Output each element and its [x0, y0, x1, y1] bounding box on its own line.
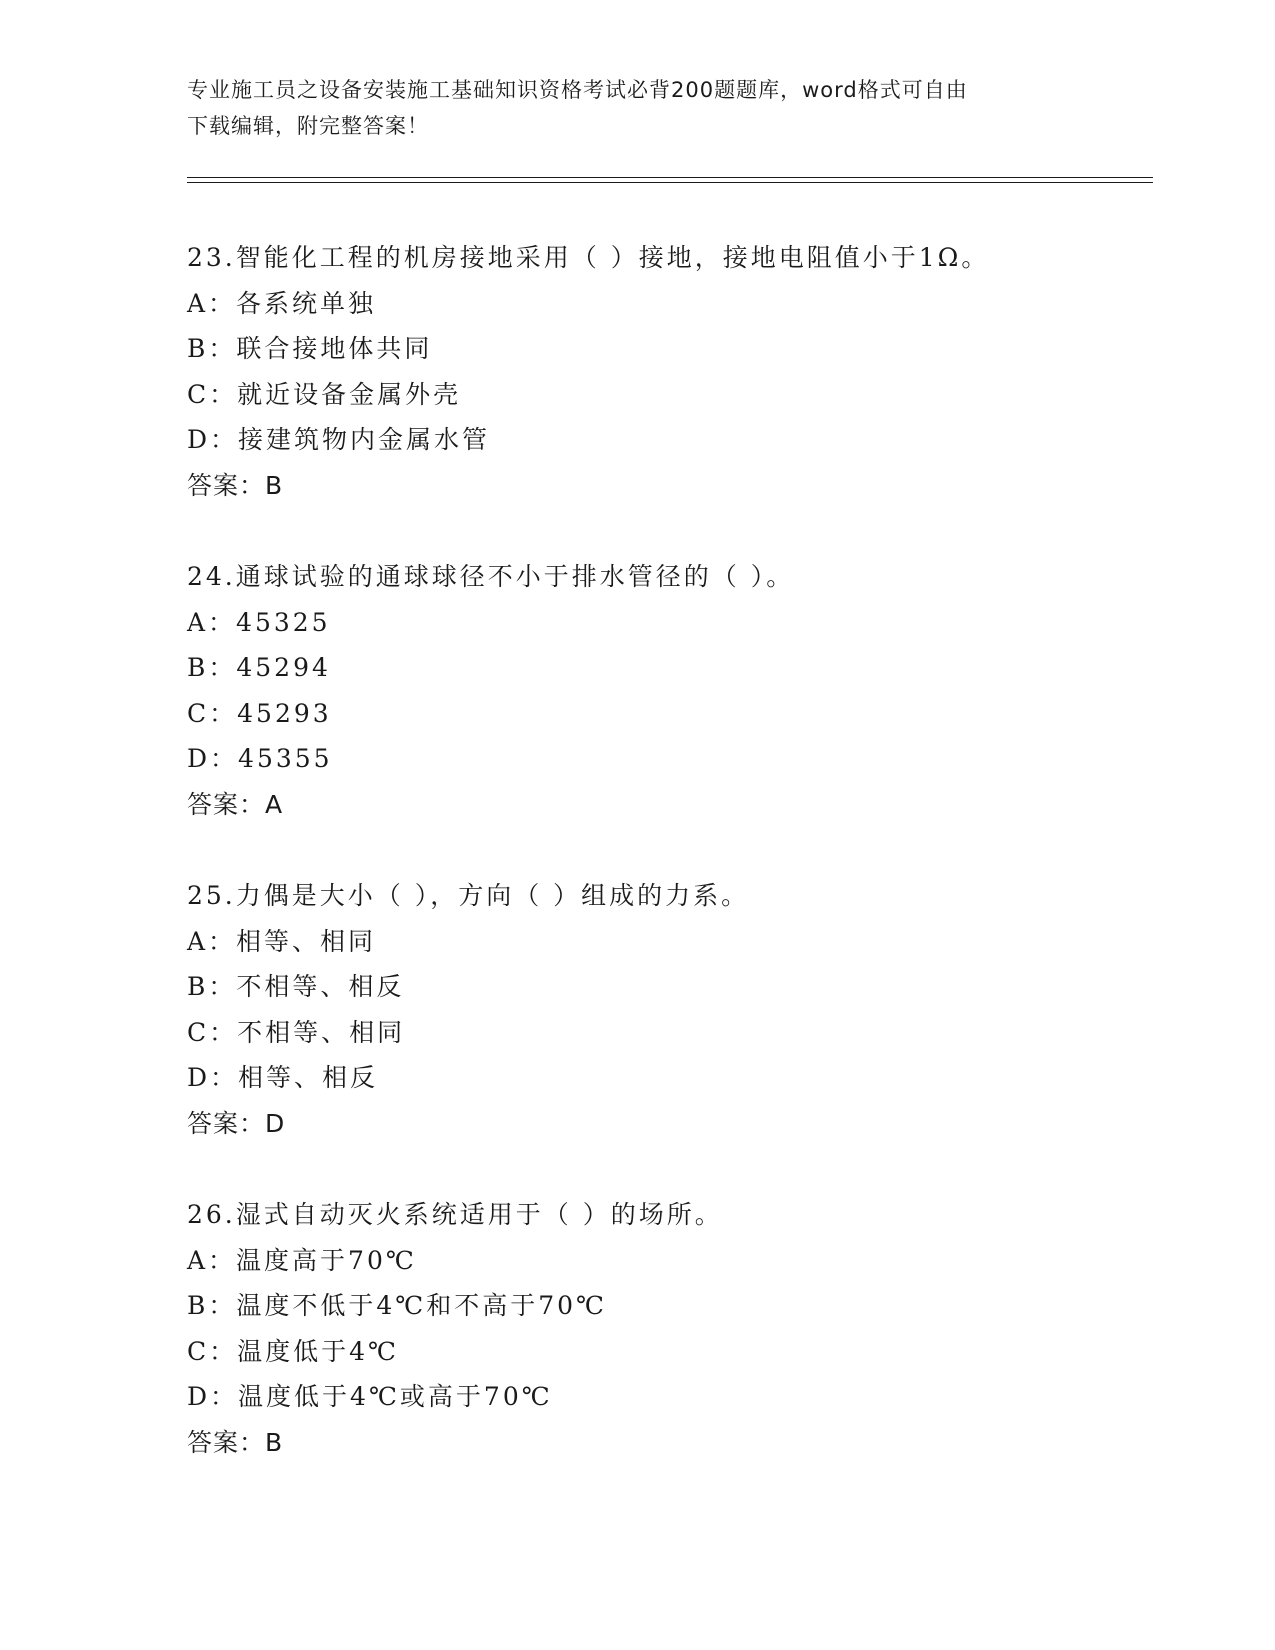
option-b: B：联合接地体共同: [187, 334, 433, 363]
option-d: D：温度低于4℃或高于70℃: [187, 1382, 553, 1411]
answer-line: 答案：A: [187, 789, 284, 819]
option-c: C：不相等、相同: [187, 1017, 406, 1047]
question-stem: 24.通球试验的通球球径不小于排水管径的（ ）。: [187, 562, 795, 591]
header-divider-top: [187, 177, 1153, 178]
option-c: C：45293: [187, 698, 332, 728]
option-c: C：温度低于4℃: [187, 1336, 400, 1366]
answer-line: 答案：B: [187, 1427, 284, 1457]
header-line-2: 下载编辑，附完整答案！: [187, 114, 429, 138]
option-d: D：45355: [187, 744, 333, 773]
document-header: [187, 72, 1067, 144]
option-a: A：温度高于70℃: [187, 1245, 417, 1275]
header-divider-bottom: [187, 182, 1153, 183]
header-line-1: 专业施工员之设备安装施工基础知识资格考试必背200题题库，word格式可自由: [187, 78, 968, 102]
question-list: [187, 235, 1147, 1511]
question-23: [187, 235, 1147, 508]
option-b: B：45294: [187, 653, 331, 682]
question-stem: 25.力偶是大小（ ），方向（ ）组成的力系。: [187, 881, 750, 910]
option-d: D：相等、相反: [187, 1063, 379, 1092]
option-a: A：45325: [187, 607, 331, 637]
answer-line: 答案：D: [187, 1108, 286, 1138]
answer-line: 答案：B: [187, 470, 284, 500]
option-a: A：相等、相同: [187, 926, 377, 956]
question-stem: 26.湿式自动灭火系统适用于（ ）的场所。: [187, 1200, 723, 1229]
option-a: A：各系统单独: [187, 288, 377, 318]
option-b: B：不相等、相反: [187, 972, 405, 1001]
option-b: B：温度不低于4℃和不高于70℃: [187, 1291, 608, 1320]
question-25: [187, 873, 1147, 1146]
question-stem: 23.智能化工程的机房接地采用（ ）接地，接地电阻值小于1Ω。: [187, 243, 990, 272]
option-d: D：接建筑物内金属水管: [187, 425, 491, 454]
question-26: [187, 1192, 1147, 1465]
option-c: C：就近设备金属外壳: [187, 379, 462, 409]
question-24: [187, 554, 1147, 827]
